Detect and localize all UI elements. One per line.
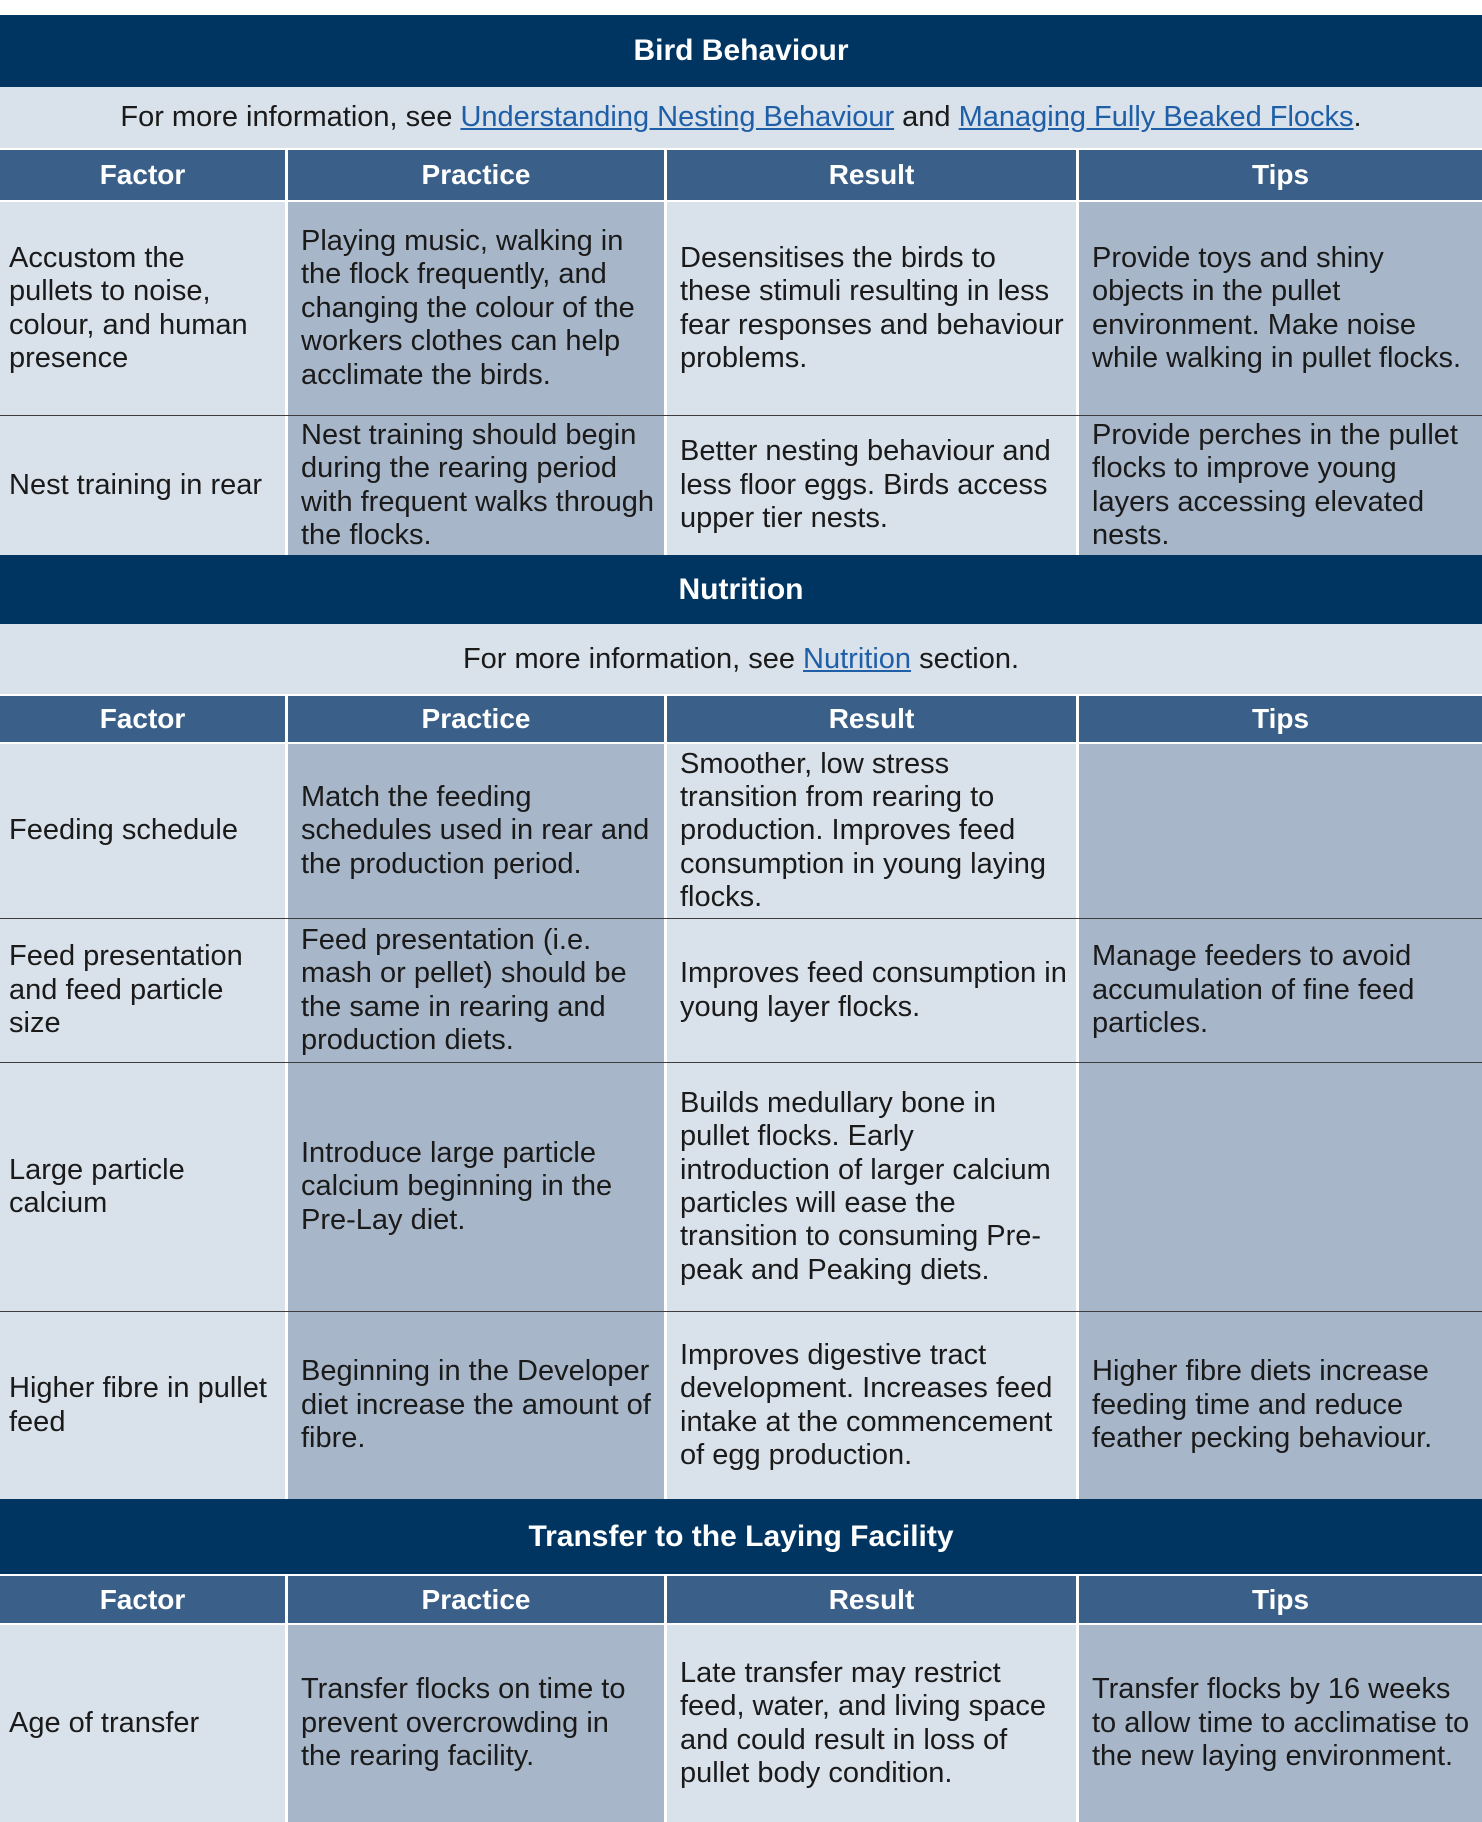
cell-factor: Age of transfer	[0, 1625, 285, 1822]
header-practice: Practice	[285, 150, 664, 200]
info-prefix: For more information, see	[120, 101, 453, 133]
table-row	[0, 1063, 1482, 1312]
cell-result: Smoother, low stress transition from rearing to production. Improves feed consumption in young laying flocks.	[664, 744, 1076, 918]
cell-practice: Feed presentation (i.e. mash or pellet) should be the same in rearing and production diets.	[285, 919, 664, 1062]
cell-tips: Provide toys and shiny objects in the pullet environment. Make noise while walking in pullet flocks.	[1076, 202, 1482, 415]
cell-result: Builds medullary bone in pullet flocks. Early introduction of larger calcium particles will ease the transition to consuming Pre-peak and Peaking diets.	[664, 1063, 1076, 1311]
header-tips: Tips	[1076, 1576, 1482, 1623]
column-header-row	[0, 694, 1482, 744]
header-practice: Practice	[285, 696, 664, 742]
info-prefix: For more information, see	[462, 642, 795, 675]
table-row	[0, 202, 1482, 416]
cell-practice: Nest training should begin during the rearing period with frequent walks through the flocks.	[285, 416, 664, 555]
table-row	[0, 1625, 1482, 1822]
link-managing-fully-beaked-flocks[interactable]: Managing Fully Beaked Flocks	[958, 101, 1354, 133]
cell-factor: Feeding schedule	[0, 744, 285, 918]
section-title-transfer: Transfer to the Laying Facility	[0, 1499, 1482, 1574]
management-table	[0, 15, 1482, 1822]
info-line-bird-behaviour	[0, 87, 1482, 148]
header-tips: Tips	[1076, 150, 1482, 200]
link-nutrition[interactable]: Nutrition	[803, 642, 912, 675]
header-result: Result	[664, 696, 1076, 742]
cell-tips: Provide perches in the pullet flocks to improve young layers accessing elevated nests.	[1076, 416, 1482, 555]
header-result: Result	[664, 1576, 1076, 1623]
info-suffix: .	[1353, 101, 1362, 133]
header-factor: Factor	[99, 1583, 186, 1615]
link-understanding-nesting-behaviour[interactable]: Understanding Nesting Behaviour	[460, 101, 895, 133]
cell-tips: Higher fibre diets increase feeding time and reduce feather pecking behaviour.	[1076, 1312, 1482, 1499]
table-row	[0, 416, 1482, 555]
section-title-bird-behaviour: Bird Behaviour	[0, 15, 1482, 87]
cell-tips: Transfer flocks by 16 weeks to allow time to acclimatise to the new laying environment.	[1076, 1625, 1482, 1822]
table-row	[0, 919, 1482, 1063]
header-practice: Practice	[285, 1576, 664, 1623]
info-line-nutrition	[0, 624, 1482, 694]
table-row	[0, 744, 1482, 919]
info-suffix: section.	[919, 642, 1020, 675]
cell-factor: Higher fibre in pullet feed	[0, 1312, 285, 1499]
cell-result: Desensitises the birds to these stimuli resulting in less fear responses and behaviour problems.	[664, 202, 1076, 415]
cell-practice: Match the feeding schedules used in rear and the production period.	[285, 744, 664, 918]
column-header-row	[0, 148, 1482, 202]
cell-factor: Nest training in rear	[0, 416, 285, 555]
header-factor: Factor	[99, 159, 186, 190]
cell-practice: Playing music, walking in the flock frequently, and changing the colour of the workers clothes can help acclimate the birds.	[285, 202, 664, 415]
cell-result: Improves digestive tract development. Increases feed intake at the commencement of egg production.	[664, 1312, 1076, 1499]
column-header-row	[0, 1574, 1482, 1625]
header-result: Result	[664, 150, 1076, 200]
cell-practice: Beginning in the Developer diet increase the amount of fibre.	[285, 1312, 664, 1499]
cell-practice: Transfer flocks on time to prevent overcrowding in the rearing facility.	[285, 1625, 664, 1822]
info-middle: and	[902, 101, 951, 133]
cell-factor: Feed presentation and feed particle size	[0, 919, 285, 1062]
cell-factor: Large particle calcium	[0, 1063, 285, 1311]
section-title-nutrition: Nutrition	[0, 555, 1482, 624]
cell-tips: Manage feeders to avoid accumulation of fine feed particles.	[1076, 919, 1482, 1062]
cell-practice: Introduce large particle calcium beginning in the Pre-Lay diet.	[285, 1063, 664, 1311]
header-factor: Factor	[99, 703, 186, 734]
header-tips: Tips	[1076, 696, 1482, 742]
cell-result: Late transfer may restrict feed, water, and living space and could result in loss of pullet body condition.	[664, 1625, 1076, 1822]
cell-result: Improves feed consumption in young layer flocks.	[664, 919, 1076, 1062]
cell-tips	[1076, 744, 1482, 918]
cell-factor: Accustom the pullets to noise, colour, and human presence	[0, 202, 285, 415]
cell-result: Better nesting behaviour and less floor eggs. Birds access upper tier nests.	[664, 416, 1076, 555]
cell-tips	[1076, 1063, 1482, 1311]
table-row	[0, 1312, 1482, 1499]
